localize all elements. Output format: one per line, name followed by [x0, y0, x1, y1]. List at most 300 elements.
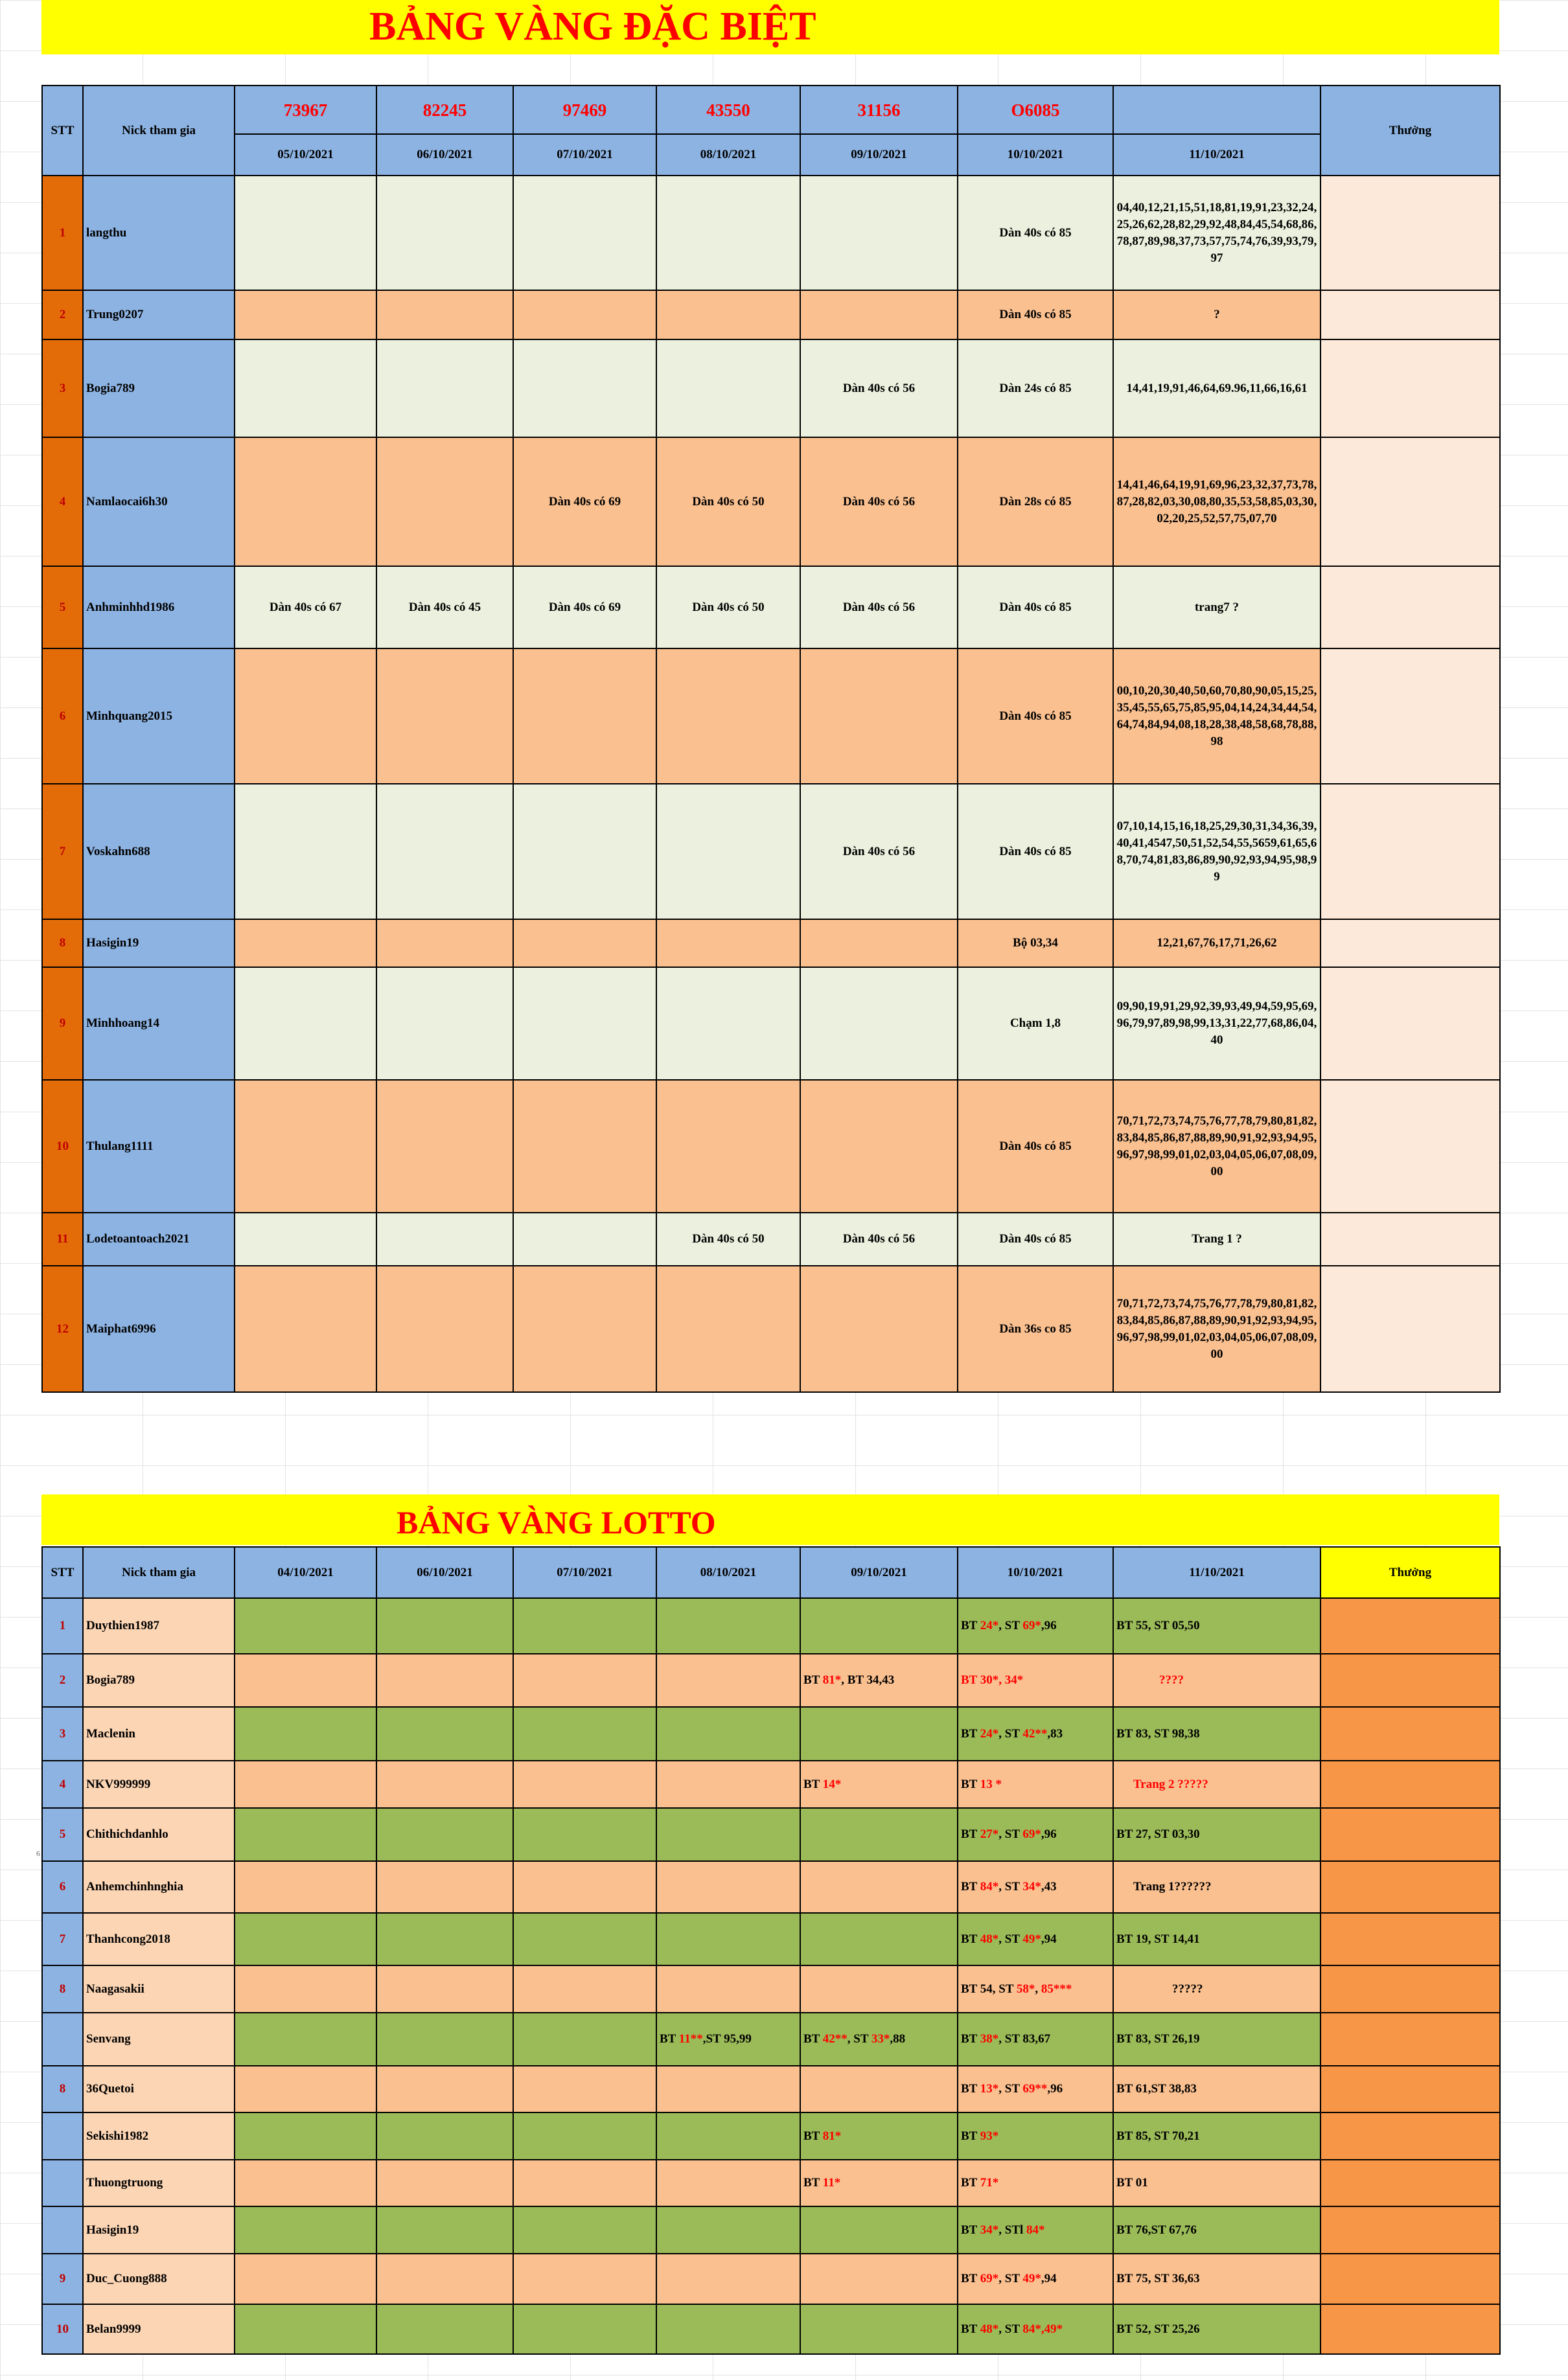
row-nick: Maiphat6996 [83, 1266, 235, 1392]
row-stt [42, 2160, 83, 2206]
row-cell: 09,90,19,91,29,92,39,93,49,94,59,95,69,96,79,97,89,98,99,13,31,22,77,68,86,04,40 [1113, 967, 1320, 1080]
cell-text: , ST [998, 2272, 1023, 2285]
highlight-number: 42** [822, 2032, 847, 2046]
row-cell: Dàn 40s có 85 [958, 1080, 1113, 1213]
cell-text: BT [961, 2129, 980, 2143]
row-cell [1113, 1913, 1320, 1965]
cell-text: , STl [998, 2223, 1027, 2237]
row-nick: Minhhoang14 [83, 967, 235, 1080]
cell-text: ,94 [1041, 2272, 1057, 2285]
result-number: 43550 [656, 86, 800, 134]
row-cell [800, 1080, 958, 1213]
row-cell [235, 2160, 376, 2206]
row-cell [656, 2013, 800, 2066]
row-reward [1320, 1654, 1500, 1707]
table-row [42, 784, 1500, 919]
date-header: 06/10/2021 [376, 134, 513, 176]
row-cell: 07,10,14,15,16,18,25,29,30,31,34,36,39,40,41,4547,50,51,52,54,55,5659,61,65,68,70,74,81,83,86,89,90,92,93,94,95,98,99 [1113, 784, 1320, 919]
table-row [42, 176, 1500, 290]
table-row [42, 2013, 1500, 2066]
row-stt: 5 [42, 1808, 83, 1861]
table-row [42, 1761, 1500, 1808]
row-cell [800, 2160, 958, 2206]
row-reward [1320, 1861, 1500, 1913]
row-cell [1113, 1808, 1320, 1861]
date-header: 11/10/2021 [1113, 134, 1320, 176]
highlight-number: 81* [822, 2129, 842, 2143]
row-nick: Anhminhhd1986 [83, 566, 235, 648]
table-row [42, 1913, 1500, 1965]
cell-text: Trang 1?????? [1133, 1880, 1212, 1894]
row-reward [1320, 1808, 1500, 1861]
highlight-number: 84* [1026, 2223, 1045, 2237]
row-reward [1320, 1761, 1500, 1808]
row-cell [656, 2254, 800, 2304]
row-cell: Dàn 40s có 85 [958, 648, 1113, 784]
row-cell [376, 1913, 513, 1965]
row-cell [800, 1598, 958, 1654]
row-cell [376, 2206, 513, 2254]
row-reward [1320, 784, 1500, 919]
row-nick: Sekishi1982 [83, 2112, 235, 2160]
row-cell [1113, 2066, 1320, 2112]
table-row [42, 339, 1500, 437]
table-row [42, 2066, 1500, 2112]
highlight-number: 93* [980, 2129, 999, 2143]
table-row [42, 1266, 1500, 1392]
row-cell: 70,71,72,73,74,75,76,77,78,79,80,81,82,83,84,85,86,87,88,89,90,91,92,93,94,95,96,97,98,99,01,02,03,04,05,06,07,08,09,00 [1113, 1266, 1320, 1392]
cell-text: BT [803, 2176, 823, 2190]
highlight-number: 13 * [980, 1777, 1002, 1791]
col-header-stt: STT [42, 1547, 83, 1598]
row-cell [800, 1913, 958, 1965]
date-header: 11/10/2021 [1113, 1547, 1320, 1598]
row-cell: trang7 ? [1113, 566, 1320, 648]
row-cell [513, 1266, 656, 1392]
row-cell [513, 967, 656, 1080]
row-cell [235, 967, 376, 1080]
row-cell [958, 2304, 1113, 2354]
highlight-number: 69* [980, 2272, 999, 2285]
row-reward [1320, 566, 1500, 648]
special-banner [41, 0, 1499, 54]
row-cell [958, 2254, 1113, 2304]
row-cell [376, 176, 513, 290]
row-nick: Duc_Cuong888 [83, 2254, 235, 2304]
row-reward [1320, 1213, 1500, 1266]
cell-text: BT 52, ST 25,26 [1116, 2322, 1200, 2336]
cell-text: ,96 [1041, 1619, 1057, 1632]
row-cell [800, 1707, 958, 1761]
row-cell [235, 1761, 376, 1808]
row-cell [1113, 2013, 1320, 2066]
row-stt: 10 [42, 2304, 83, 2354]
row-cell: 70,71,72,73,74,75,76,77,78,79,80,81,82,83,84,85,86,87,88,89,90,91,92,93,94,95,96,97,98,99,01,02,03,04,05,06,07,08,09,00 [1113, 1080, 1320, 1213]
row-cell [235, 1654, 376, 1707]
row-cell [513, 2066, 656, 2112]
row-nick: Trung0207 [83, 290, 235, 339]
highlight-number: 27* [980, 1827, 999, 1841]
lotto-banner [41, 1494, 1499, 1545]
row-nick: Senvang [83, 2013, 235, 2066]
row-cell [958, 1707, 1113, 1761]
row-cell [958, 1654, 1113, 1707]
table-row [42, 566, 1500, 648]
row-cell [513, 1913, 656, 1965]
row-cell [656, 1808, 800, 1861]
date-header: 08/10/2021 [656, 134, 800, 176]
row-nick: Belan9999 [83, 2304, 235, 2354]
row-cell: 00,10,20,30,40,50,60,70,80,90,05,15,25,35,45,55,65,75,85,95,04,14,24,34,44,54,64,74,84,94,08,18,28,38,48,58,68,78,88,98 [1113, 648, 1320, 784]
table-row [42, 2254, 1500, 2304]
row-nick: Thuongtruong [83, 2160, 235, 2206]
special-title: BẢNG VÀNG ĐẶC BIỆT [369, 5, 816, 49]
row-cell [376, 1213, 513, 1266]
highlight-number: 33* [871, 2032, 890, 2046]
row-cell: 14,41,19,91,46,64,69.96,11,66,16,61 [1113, 339, 1320, 437]
row-cell [1113, 2254, 1320, 2304]
row-nick: Lodetoantoach2021 [83, 1213, 235, 1266]
cell-text: BT [660, 2032, 679, 2046]
row-reward [1320, 919, 1500, 967]
row-nick: Maclenin [83, 1707, 235, 1761]
cell-text: BT [961, 1619, 980, 1632]
row-cell: 04,40,12,21,15,51,18,81,19,91,23,32,24,25,26,62,28,82,29,92,48,84,45,54,68,86,78,87,89,98,37,73,57,75,74,76,39,93,79,97 [1113, 176, 1320, 290]
row-nick: Bogia789 [83, 1654, 235, 1707]
row-cell [235, 2254, 376, 2304]
row-reward [1320, 1707, 1500, 1761]
lotto-table [41, 1546, 1501, 2355]
result-number: O6085 [958, 86, 1113, 134]
row-stt [42, 2013, 83, 2066]
cell-text: , ST 83,67 [998, 2032, 1051, 2046]
row-cell [656, 2066, 800, 2112]
cell-text: BT [961, 1880, 980, 1894]
row-reward [1320, 2066, 1500, 2112]
highlight-number: 24* [980, 1726, 999, 1741]
table-row [42, 1598, 1500, 1654]
row-cell [513, 648, 656, 784]
row-cell [656, 784, 800, 919]
highlight-number: 69* [1022, 1619, 1041, 1632]
row-cell [656, 1598, 800, 1654]
row-cell [376, 339, 513, 437]
row-cell: Dàn 40s có 56 [800, 1213, 958, 1266]
cell-text: BT 01 [1116, 2176, 1148, 2190]
row-nick: Voskahn688 [83, 784, 235, 919]
cell-text: BT [961, 1726, 980, 1741]
row-reward [1320, 1080, 1500, 1213]
row-stt: 8 [42, 1965, 83, 2013]
row-cell [235, 1213, 376, 1266]
highlight-number: 58* [1016, 1982, 1035, 1996]
table-row [42, 1080, 1500, 1213]
row-reward [1320, 1913, 1500, 1965]
row-cell [958, 1598, 1113, 1654]
row-cell [513, 2206, 656, 2254]
cell-text: BT 54, ST [961, 1982, 1017, 1996]
row-cell [1113, 1654, 1320, 1707]
row-cell: Dàn 40s có 69 [513, 437, 656, 566]
row-cell [1113, 2112, 1320, 2160]
cell-text: BT [961, 2272, 980, 2285]
table-row [42, 437, 1500, 566]
row-stt: 1 [42, 176, 83, 290]
row-cell [958, 1861, 1113, 1913]
row-cell [376, 967, 513, 1080]
row-cell [376, 2013, 513, 2066]
highlight-number: 69* [1022, 1827, 1041, 1841]
row-cell [513, 1707, 656, 1761]
row-reward [1320, 648, 1500, 784]
row-cell: ? [1113, 290, 1320, 339]
row-cell [235, 1965, 376, 2013]
row-cell [513, 2304, 656, 2354]
row-cell [376, 2112, 513, 2160]
row-cell [235, 2304, 376, 2354]
row-stt: 7 [42, 1913, 83, 1965]
row-cell: Dàn 36s co 85 [958, 1266, 1113, 1392]
cell-text: BT 61,ST 38,83 [1116, 2082, 1197, 2096]
row-cell [800, 2112, 958, 2160]
row-cell [1113, 2206, 1320, 2254]
col-header-reward: Thưởng [1320, 86, 1500, 176]
row-cell [958, 2206, 1113, 2254]
row-cell [656, 2304, 800, 2354]
row-cell [235, 2013, 376, 2066]
row-stt: 6 [42, 1861, 83, 1913]
row-cell [656, 1654, 800, 1707]
result-number: 31156 [800, 86, 958, 134]
row-nick: Chithichdanhlo [83, 1808, 235, 1861]
row-cell [235, 339, 376, 437]
row-cell [958, 2160, 1113, 2206]
row-nick: 36Quetoi [83, 2066, 235, 2112]
row-cell [513, 1861, 656, 1913]
highlight-number: 85*** [1041, 1982, 1072, 1996]
row-cell: Dàn 24s có 85 [958, 339, 1113, 437]
row-cell [800, 1965, 958, 2013]
col-header-reward: Thưởng [1320, 1547, 1500, 1598]
row-stt: 8 [42, 2066, 83, 2112]
highlight-number: 49* [1022, 2272, 1041, 2285]
row-nick: Namlaocai6h30 [83, 437, 235, 566]
col-header-nick: Nick tham gia [83, 1547, 235, 1598]
row-cell [513, 919, 656, 967]
cell-text: BT [803, 2032, 823, 2046]
row-cell [656, 1965, 800, 2013]
cell-text: ,94 [1041, 1932, 1057, 1946]
cell-text: BT 83, ST 26,19 [1116, 2032, 1200, 2046]
row-reward [1320, 2013, 1500, 2066]
cell-text: BT [803, 2129, 823, 2143]
row-cell: Dàn 40s có 85 [958, 566, 1113, 648]
cell-text: BT 85, ST 70,21 [1116, 2129, 1200, 2143]
row-cell [235, 1266, 376, 1392]
cell-text: BT [961, 2223, 980, 2237]
cell-text: BT [803, 1673, 823, 1687]
row-cell: Chạm 1,8 [958, 967, 1113, 1080]
cell-text: ,96 [1047, 2082, 1063, 2096]
side-mark: 6 [36, 1849, 40, 1858]
row-cell [235, 919, 376, 967]
row-cell [513, 2013, 656, 2066]
row-cell: Trang 1 ? [1113, 1213, 1320, 1266]
row-stt: 9 [42, 967, 83, 1080]
row-cell [235, 176, 376, 290]
table-row [42, 1861, 1500, 1913]
table-row [42, 967, 1500, 1080]
cell-text: ,83 [1047, 1726, 1063, 1741]
row-stt: 4 [42, 437, 83, 566]
row-cell [656, 290, 800, 339]
row-cell [958, 2066, 1113, 2112]
row-cell [376, 1761, 513, 1808]
highlight-number: 38* [980, 2032, 999, 2046]
cell-text: , [1035, 1982, 1041, 1996]
highlight-number: 34* [980, 2223, 999, 2237]
row-cell: Dàn 40s có 85 [958, 1213, 1113, 1266]
row-cell [656, 339, 800, 437]
row-cell [800, 2254, 958, 2304]
row-cell: Dàn 28s có 85 [958, 437, 1113, 566]
row-cell [800, 290, 958, 339]
row-cell: Dàn 40s có 56 [800, 784, 958, 919]
cell-text: BT 19, ST 14,41 [1116, 1932, 1200, 1946]
row-cell [800, 967, 958, 1080]
row-cell: Dàn 40s có 50 [656, 437, 800, 566]
row-cell: Dàn 40s có 67 [235, 566, 376, 648]
date-header: 05/10/2021 [235, 134, 376, 176]
row-cell [376, 437, 513, 566]
row-stt: 3 [42, 1707, 83, 1761]
row-cell [513, 1598, 656, 1654]
row-cell [958, 1761, 1113, 1808]
row-cell: Dàn 40s có 56 [800, 566, 958, 648]
row-cell [376, 1861, 513, 1913]
row-cell [1113, 1965, 1320, 2013]
date-header: 08/10/2021 [656, 1547, 800, 1598]
row-nick: langthu [83, 176, 235, 290]
row-cell [1113, 1707, 1320, 1761]
row-cell [376, 1707, 513, 1761]
table-row [42, 2160, 1500, 2206]
cell-text: BT [961, 1827, 980, 1841]
table-row [42, 1965, 1500, 2013]
row-stt: 2 [42, 1654, 83, 1707]
row-cell [656, 176, 800, 290]
row-cell [656, 648, 800, 784]
row-cell [513, 339, 656, 437]
cell-text: , ST [998, 1619, 1023, 1632]
highlight-number: BT 30*, 34* [961, 1673, 1024, 1687]
highlight-number: 49* [1022, 1932, 1041, 1946]
cell-text: BT 55, ST 05,50 [1116, 1619, 1200, 1632]
row-nick: Hasigin19 [83, 2206, 235, 2254]
row-cell [656, 1861, 800, 1913]
row-cell [376, 2066, 513, 2112]
cell-text: , ST [998, 1880, 1023, 1894]
row-cell [513, 784, 656, 919]
row-cell [656, 919, 800, 967]
row-cell [235, 648, 376, 784]
row-cell [376, 1266, 513, 1392]
row-cell [1113, 1598, 1320, 1654]
highlight-number: 48* [980, 2322, 999, 2336]
row-cell [376, 1598, 513, 1654]
row-cell [656, 1080, 800, 1213]
row-reward [1320, 2160, 1500, 2206]
row-cell [800, 2013, 958, 2066]
row-nick: Duythien1987 [83, 1598, 235, 1654]
row-cell [235, 1913, 376, 1965]
row-cell [800, 1808, 958, 1861]
row-cell [656, 2160, 800, 2206]
row-cell: Dàn 40s có 85 [958, 290, 1113, 339]
row-nick: Bogia789 [83, 339, 235, 437]
row-cell: 12,21,67,76,17,71,26,62 [1113, 919, 1320, 967]
row-nick: Minhquang2015 [83, 648, 235, 784]
row-cell [235, 2112, 376, 2160]
highlight-number: 14* [822, 1777, 842, 1791]
result-number: 97469 [513, 86, 656, 134]
row-reward [1320, 176, 1500, 290]
row-cell [513, 1654, 656, 1707]
date-header: 09/10/2021 [800, 134, 958, 176]
row-cell [513, 1213, 656, 1266]
row-stt: 9 [42, 2254, 83, 2304]
date-header: 04/10/2021 [235, 1547, 376, 1598]
row-cell [513, 1808, 656, 1861]
row-cell [513, 2112, 656, 2160]
row-reward [1320, 290, 1500, 339]
row-cell [800, 919, 958, 967]
special-table [41, 85, 1501, 1393]
row-cell [376, 2160, 513, 2206]
row-cell [376, 919, 513, 967]
date-header: 07/10/2021 [513, 134, 656, 176]
row-cell [800, 176, 958, 290]
highlight-number: 84* [980, 1880, 999, 1894]
result-number [1113, 86, 1320, 134]
row-cell [656, 1707, 800, 1761]
row-reward [1320, 967, 1500, 1080]
cell-text: , ST [998, 2322, 1023, 2336]
row-nick: Anhemchinhnghia [83, 1861, 235, 1913]
row-stt: 2 [42, 290, 83, 339]
row-stt: 10 [42, 1080, 83, 1213]
row-cell [656, 2206, 800, 2254]
highlight-number: 42** [1022, 1726, 1048, 1741]
row-cell [1113, 1861, 1320, 1913]
row-cell [376, 2254, 513, 2304]
row-stt: 6 [42, 648, 83, 784]
cell-text: , ST [847, 2032, 871, 2046]
row-cell [800, 1266, 958, 1392]
result-number: 82245 [376, 86, 513, 134]
special-header-row [42, 86, 1500, 134]
row-cell [235, 290, 376, 339]
row-reward [1320, 1965, 1500, 2013]
row-cell: Dàn 40s có 56 [800, 339, 958, 437]
highlight-number: 11* [822, 2176, 841, 2190]
table-row [42, 1707, 1500, 1761]
highlight-number: 34* [1022, 1880, 1041, 1894]
table-row [42, 2206, 1500, 2254]
row-cell [376, 1965, 513, 2013]
highlight-number: Trang 2 ????? [1133, 1777, 1208, 1791]
row-cell: Dàn 40s có 56 [800, 437, 958, 566]
